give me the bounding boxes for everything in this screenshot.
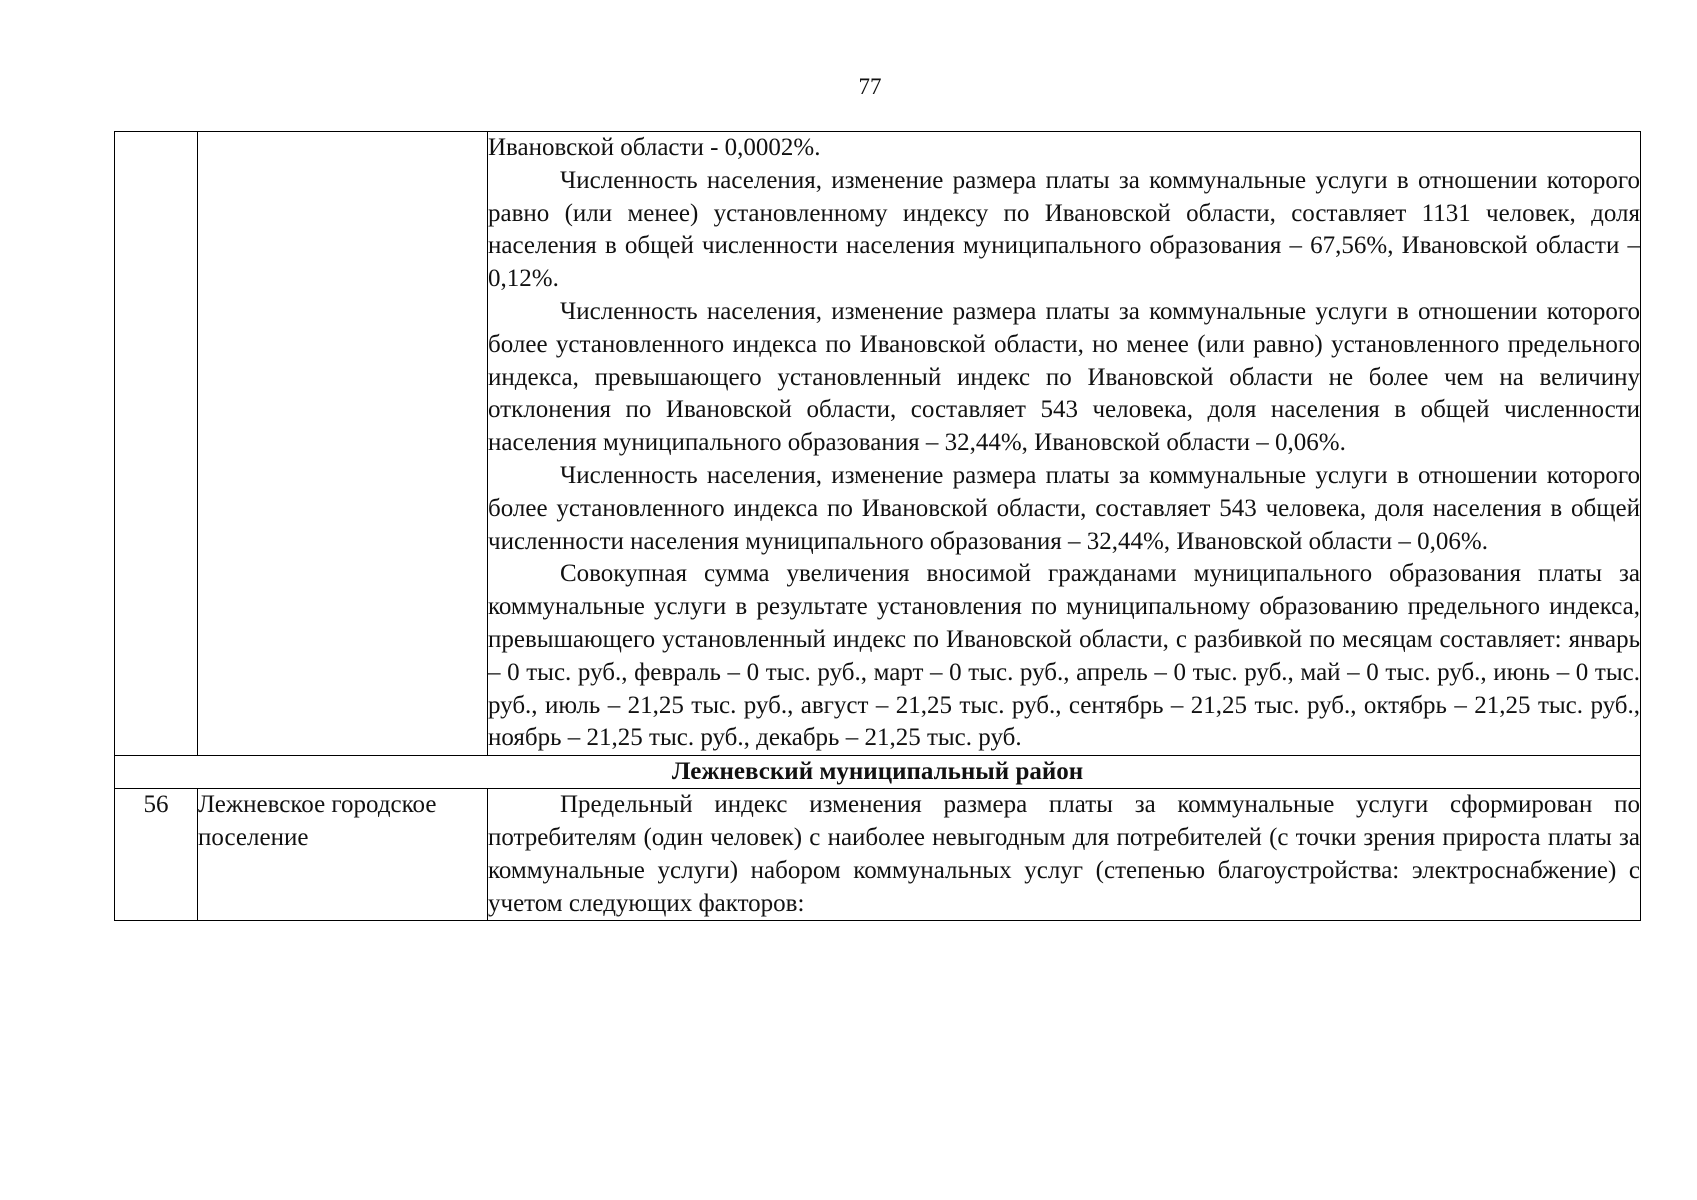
table-row [115, 789, 1641, 921]
page-number: 77 [858, 74, 882, 99]
municipality-name: Лежневское городское поселение [198, 789, 488, 921]
section-header-row [115, 756, 1641, 789]
section-title: Лежневский муниципальный район [115, 756, 1641, 789]
description-cell [488, 132, 1641, 756]
description-cell [488, 789, 1641, 921]
row-number-cell-empty [115, 132, 198, 756]
paragraph: Численность населения, изменение размера платы за коммунальные услуги в отношении которого более установленного индекса по Ивановской области, но менее (или равно) установленного предельного индекса, превышающего установленный индекс по Ивановской области не более чем на величину отклонения по Ивановской области, составляет 543 человека, доля населения в общей численности населения муниципального образования – 32,44%, Ивановской области – 0,06%. [488, 297, 1640, 457]
row-number: 56 [115, 789, 198, 921]
paragraph: Совокупная сумма увеличения вносимой гражданами муниципального образования платы за коммунальные услуги в результате установления по муниципальному образованию предельного индекса, превышающего установленный индекс по Ивановской области, с разбивкой по месяцам составляет: январь – 0 тыс. руб., февраль – 0 тыс. руб., март – 0 тыс. руб., апрель – 0 тыс. руб., май – 0 тыс. руб., июнь – 0 тыс. руб., июль – 21,25 тыс. руб., август – 21,25 тыс. руб., сентябрь – 21,25 тыс. руб., октябрь – 21,25 тыс. руб., ноябрь – 21,25 тыс. руб., декабрь – 21,25 тыс. руб. [488, 560, 1640, 752]
municipality-name-cell-empty [198, 132, 488, 756]
paragraph: Численность населения, изменение размера платы за коммунальные услуги в отношении которого более установленного индекса по Ивановской области, составляет 543 человека, доля населения в общей численности населения муниципального образования – 32,44%, Ивановской области – 0,06%. [488, 461, 1640, 555]
document-table [114, 131, 1641, 921]
paragraph: Предельный индекс изменения размера платы за коммунальные услуги сформирован по потребителям (один человек) с наиболее невыгодным для потребителей (с точки зрения прироста платы за коммунальные услуги) набором коммунальных услуг (степенью благоустройства: электроснабжение) с учетом следующих факторов: [488, 791, 1640, 917]
paragraph: Ивановской области - 0,0002%. [488, 134, 821, 161]
table-row-continuation [115, 132, 1641, 756]
paragraph: Численность населения, изменение размера платы за коммунальные услуги в отношении которого равно (или менее) установленному индексу по Ивановской области, составляет 1131 человек, доля населения в общей численности населения муниципального образования – 67,56%, Ивановской области – 0,12%. [488, 166, 1640, 293]
